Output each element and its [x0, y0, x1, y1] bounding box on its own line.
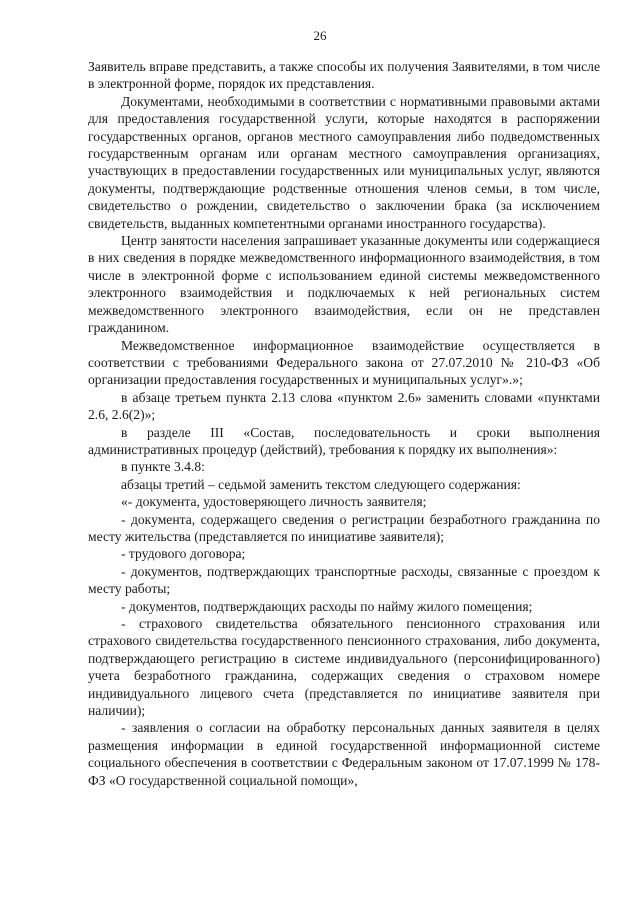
list-item-4: - документов, подтверждающих транспортные расходы, связанные с проездом к месту работы;: [88, 563, 600, 597]
paragraph-3: Центр занятости населения запрашивает указанные документы или содержащиеся в них сведения в порядке межведомственного информационного взаимодействия, в том числе в электронной форме с использованием единой системы межведомственного электронного взаимодействия и подключаемых к ней региональных систем межведомственного электронного взаимодействия, если он не представлен гражданином.: [88, 233, 600, 336]
page-number: 26: [313, 28, 327, 43]
paragraph-5: в абзаце третьем пункта 2.13 слова «пунктом 2.6» заменить словами «пунктами 2.6, 2.6(2)»;: [88, 389, 600, 423]
list-item-3: - трудового договора;: [121, 546, 246, 562]
paragraph-7: в пункте 3.4.8:: [121, 459, 205, 475]
document-body: [88, 58, 600, 789]
list-item-1: «- документа, удостоверяющего личность заявителя;: [121, 494, 427, 510]
paragraph-1: Заявитель вправе представить, а также способы их получения Заявителями, в том числе в электронной форме, порядок их представления.: [88, 59, 600, 92]
list-item-5: - документов, подтверждающих расходы по найму жилого помещения;: [121, 598, 533, 614]
paragraph-4: Межведомственное информационное взаимодействие осуществляется в соответствии с требованиями Федерального закона от 27.07.2010 № 210-ФЗ «Об организации предоставления государственных и муниципальных услуг».»;: [88, 337, 600, 388]
paragraph-8: абзацы третий – седьмой заменить текстом следующего содержания:: [121, 476, 521, 492]
list-item-6: - страхового свидетельства обязательного пенсионного страхования или страхового свидетельства государственного пенсионного страхования, либо документа, подтверждающего регистрацию в системе индивидуального (персонифицированного) учета безработного гражданина, содержащих сведения о страховом номере индивидуального лицевого счета (представляется по инициативе заявителя при наличии);: [88, 616, 600, 719]
list-item-7: - заявления о согласии на обработку персональных данных заявителя в целях размещения информации в единой государственной информационной системе социального обеспечения в соответствии с Федеральным законом от 17.07.1999 № 178-ФЗ «О государственной социальной помощи»,: [88, 720, 600, 788]
paragraph-6: в разделе III «Состав, последовательность и сроки выполнения административных процедур (действий), требования к порядку их выполнения»:: [88, 424, 600, 457]
paragraph-2: Документами, необходимыми в соответствии с нормативными правовыми актами для предоставления государственной услуги, которые находятся в распоряжении государственных органов, органов местного самоуправления либо подведомственных государственным органам или органам местного самоуправления организациях, участвующих в предоставлении государственных или муниципальных услуг, являются документы, подтверждающие родственные отношения членов семьи, в том числе, свидетельство о рождении, свидетельство о заключении брака (за исключением свидетельств, выданных компетентными органами иностранного государства).: [88, 93, 600, 231]
list-item-2: - документа, содержащего сведения о регистрации безработного гражданина по месту жительства (представляется по инициативе заявителя);: [88, 511, 600, 544]
